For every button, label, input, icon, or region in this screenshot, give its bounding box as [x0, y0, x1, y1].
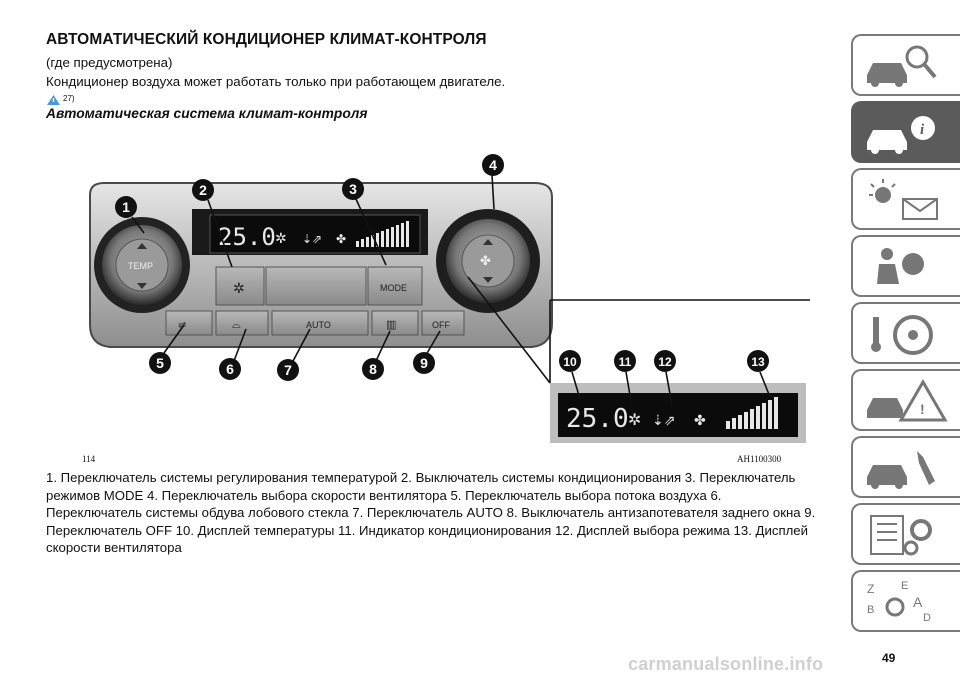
tab-spec-sheet[interactable] — [851, 503, 960, 565]
svg-text:⇣⇗: ⇣⇗ — [652, 413, 676, 429]
panel-display-temp: 25.0 — [218, 223, 276, 251]
figure-caption: 1. Переключатель системы регулирования температурой 2. Выключатель системы кондиционирования 3. Переключатель режимов MODE 4. Переключатель выбора скорости вентилятора 5. Переключатель выбора потока воздуха 6. Переключатель системы обдува лобового стекла 7. Переключатель AUTO 8. Выключатель антизапотевателя заднего окна 9. Переключатель OFF 10. Дисплей температуры 11. Индикатор кондиционирования 12. Дисплей выбора режима 13. Дисплей скорости вентилятора — [46, 470, 816, 556]
tab-car-info[interactable] — [851, 101, 960, 163]
figure-number: 114 — [82, 454, 96, 464]
callout-1 — [115, 196, 137, 218]
tab-steering-key[interactable] — [851, 302, 960, 364]
svg-text:13: 13 — [751, 355, 765, 369]
svg-text:✤: ✤ — [694, 413, 706, 429]
tab-car-service[interactable] — [851, 436, 960, 498]
section-heading: АВТОМАТИЧЕСКИЙ КОНДИЦИОНЕР КЛИМАТ-КОНТРОЛЯ — [46, 31, 487, 48]
page-number: 49 — [882, 651, 896, 665]
svg-text:⇣⇗: ⇣⇗ — [302, 232, 323, 246]
engine-note: Кондиционер воздуха может работать только при работающем двигателе. — [46, 74, 506, 89]
svg-text:⇌: ⇌ — [178, 320, 187, 331]
svg-text:✲: ✲ — [275, 231, 287, 247]
callout-8 — [362, 358, 384, 380]
svg-text:7: 7 — [284, 362, 292, 378]
car-search-icon — [861, 41, 951, 91]
svg-text:5: 5 — [156, 355, 164, 371]
svg-text:A: A — [913, 594, 923, 610]
auto-label: AUTO — [306, 320, 331, 330]
svg-text:9: 9 — [420, 355, 428, 371]
svg-text:4: 4 — [489, 157, 497, 173]
figure-code: AH1100300 — [737, 454, 782, 464]
svg-text:B: B — [867, 604, 875, 616]
svg-text:1: 1 — [122, 199, 130, 215]
climate-control-figure — [80, 125, 810, 451]
car-service-icon — [861, 443, 951, 493]
svg-text:8: 8 — [369, 361, 377, 377]
svg-text:D: D — [923, 612, 931, 624]
svg-text:!: ! — [920, 401, 925, 417]
svg-text:12: 12 — [658, 355, 672, 369]
watermark: carmanualsonline.info — [628, 654, 824, 674]
warning-lights-icon — [861, 175, 951, 225]
callout-13 — [747, 350, 769, 372]
temp-label: TEMP — [128, 261, 154, 271]
zoom-display-temp: 25.0 — [566, 404, 629, 434]
svg-text:2: 2 — [199, 182, 207, 198]
warning-reference[interactable] — [46, 93, 74, 107]
tab-breakdown[interactable] — [851, 369, 960, 431]
tab-car-search[interactable] — [851, 34, 960, 96]
availability-note: (где предусмотрена) — [46, 55, 173, 70]
svg-text:E: E — [901, 580, 909, 592]
svg-text:10: 10 — [563, 355, 577, 369]
svg-text:▥: ▥ — [386, 318, 397, 331]
callout-2 — [192, 179, 214, 201]
callout-5 — [149, 352, 171, 374]
callout-4 — [482, 154, 504, 176]
svg-text:Z: Z — [867, 582, 875, 596]
figure-title: Автоматическая система климат-контроля — [46, 106, 368, 121]
warning-triangle-icon — [46, 94, 61, 106]
callout-11 — [614, 350, 636, 372]
callout-7 — [277, 359, 299, 381]
svg-text:i: i — [920, 122, 925, 138]
callout-6 — [219, 358, 241, 380]
off-label: OFF — [432, 320, 450, 330]
warning-ref-number: 27) — [63, 94, 75, 103]
spec-sheet-icon — [861, 510, 951, 560]
svg-text:6: 6 — [226, 361, 234, 377]
svg-text:3: 3 — [349, 181, 357, 197]
tab-airbag[interactable] — [851, 235, 960, 297]
svg-text:✤: ✤ — [480, 254, 491, 269]
airbag-icon — [861, 242, 951, 292]
svg-text:✲: ✲ — [233, 281, 245, 297]
steering-key-icon — [861, 309, 951, 359]
svg-text:✤: ✤ — [336, 232, 347, 246]
svg-text:11: 11 — [618, 355, 632, 369]
callout-10 — [559, 350, 581, 372]
windshield-button[interactable] — [216, 311, 268, 335]
callout-3 — [342, 178, 364, 200]
svg-text:⌓: ⌓ — [232, 318, 241, 331]
svg-text:✲: ✲ — [628, 410, 642, 429]
mode-label: MODE — [380, 283, 407, 293]
callout-9 — [413, 352, 435, 374]
tab-index[interactable] — [851, 570, 960, 632]
car-info-icon — [861, 108, 951, 158]
tab-warning-lights[interactable] — [851, 168, 960, 230]
callout-12 — [654, 350, 676, 372]
index-icon — [861, 577, 951, 627]
airflow-button[interactable] — [166, 311, 212, 335]
breakdown-icon — [861, 376, 951, 426]
